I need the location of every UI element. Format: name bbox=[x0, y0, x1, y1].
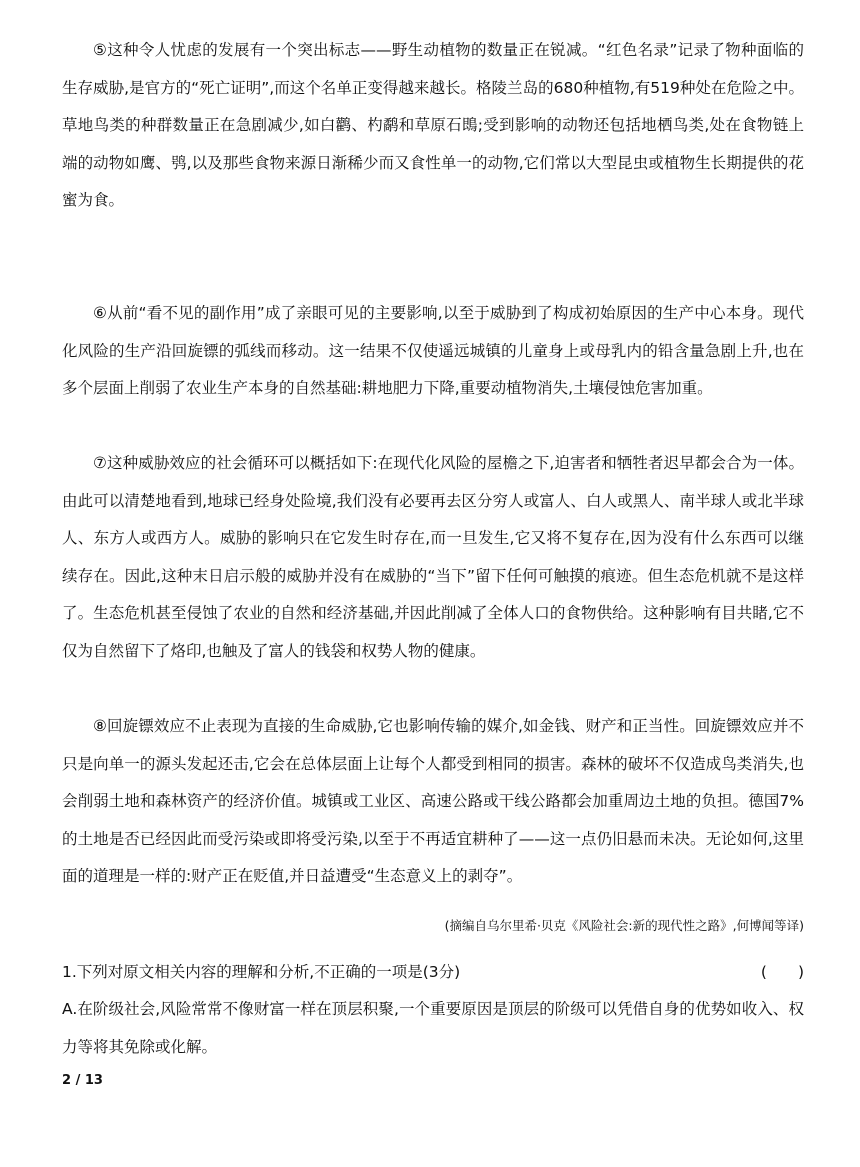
page-number: 2 / 13 bbox=[62, 1073, 103, 1088]
option-a: A.在阶级社会,风险常常不像财富一样在顶层积聚,一个重要原因是顶层的阶级可以凭借自身的优势如收入、权力等将其免除或化解。 bbox=[62, 1000, 804, 1056]
paragraph-5: ⑤这种令人忧虑的发展有一个突出标志——野生动植物的数量正在锐减。“红色名录”记录了物种面临的生存威胁,是官方的“死亡证明”,而这个名单正变得越来越长。格陵兰岛的680种植物,有519种处在危险之中。草地鸟类的种群数量正在急剧减少,如白鹳、杓鹬和草原石鵖;受到影响的动物还包括地栖鸟类,处在食物链上端的动物如鹰、鸮,以及那些食物来源日渐稀少而又食性单一的动物,它们常以大型昆虫或植物生长期提供的花蜜为食。 bbox=[62, 41, 804, 209]
answer-blank: ( ) bbox=[760, 963, 804, 981]
paragraph-7: ⑦这种威胁效应的社会循环可以概括如下:在现代化风险的屋檐之下,迫害者和牺牲者迟早都会合为一体。由此可以清楚地看到,地球已经身处险境,我们没有必要再去区分穷人或富人、白人或黑人、南半球人或北半球人、东方人或西方人。威胁的影响只在它发生时存在,而一旦发生,它又将不复存在,因为没有什么东西可以继续存在。因此,这种末日启示般的威胁并没有在威胁的“当下”留下任何可触摸的痕迹。但生态危机就不是这样了。生态危机甚至侵蚀了农业的自然和经济基础,并因此削减了全体人口的食物供给。这种影响有目共睹,它不仅为自然留下了烙印,也触及了富人的钱袋和权势人物的健康。 bbox=[62, 454, 804, 660]
question-text: 1.下列对原文相关内容的理解和分析,不正确的一项是(3分) bbox=[62, 963, 461, 981]
source-citation: (摘编自乌尔里希·贝克《风险社会:新的现代性之路》,何博闻等译) bbox=[444, 918, 804, 933]
paragraph-6: ⑥从前“看不见的副作用”成了亲眼可见的主要影响,以至于威胁到了构成初始原因的生产中心本身。现代化风险的生产沿回旋镖的弧线而移动。这一结果不仅使遥远城镇的儿童身上或母乳内的铅含量急剧上升,也在多个层面上削弱了农业生产本身的自然基础:耕地肥力下降,重要动植物消失,土壤侵蚀危害加重。 bbox=[62, 304, 804, 397]
paragraph-8: ⑧回旋镖效应不止表现为直接的生命威胁,它也影响传输的媒介,如金钱、财产和正当性。回旋镖效应并不只是向单一的源头发起还击,它会在总体层面上让每个人都受到相同的损害。森林的破坏不仅造成鸟类消失,也会削弱土地和森林资产的经济价值。城镇或工业区、高速公路或干线公路都会加重周边土地的负担。德国7%的土地是否已经因此而受污染或即将受污染,以至于不再适宜耕种了——这一点仍旧悬而未决。无论如何,这里面的道理是一样的:财产正在贬值,并日益遭受“生态意义上的剥夺”。 bbox=[62, 717, 804, 885]
question-1 bbox=[62, 954, 804, 992]
